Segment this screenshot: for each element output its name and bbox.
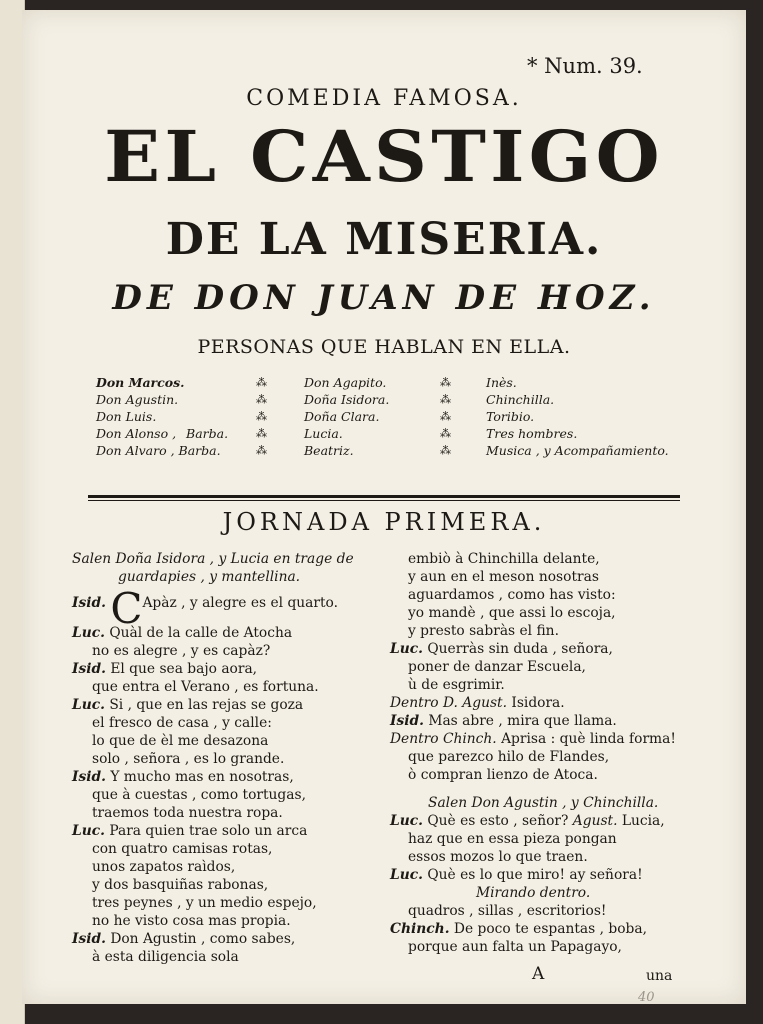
cast-entry: Don Alvaro , Barba. — [96, 443, 221, 458]
document-page — [22, 10, 746, 1004]
ornament-asterisms: ⁂ ⁂ ⁂ ⁂ ⁂ — [440, 376, 452, 457]
verse-line: Luc. Para quien trae solo un arca — [72, 823, 308, 839]
verse-line: quadros , sillas , escritorios! — [408, 903, 607, 919]
verse-line: ò compran lienzo de Atoca. — [408, 767, 598, 783]
verse-line: Luc. Què es esto , señor? Agust. Lucia, — [390, 813, 665, 829]
stage-direction: Salen Doña Isidora , y Lucia en trage de — [72, 551, 354, 567]
stage-direction: guardapies , y mantellina. — [118, 569, 301, 585]
verse-line: Isid. Y mucho mas en nosotras, — [72, 769, 294, 785]
cast-entry: Tres hombres. — [486, 426, 578, 441]
verse-line: Chinch. De poco te espantas , boba, — [390, 921, 647, 937]
verse-line: Luc. Querràs sin duda , señora, — [390, 641, 613, 657]
cast-entry: Don Luis. — [96, 409, 157, 424]
verse-line: Dentro D. Agust. Isidora. — [390, 695, 565, 711]
verse-line: unos zapatos raìdos, — [92, 859, 236, 875]
verse-line: embiò à Chinchilla delante, — [408, 551, 600, 567]
personas-heading: PERSONAS QUE HABLAN EN ELLA. — [197, 336, 571, 358]
cast-entry: Don Agapito. — [304, 375, 387, 390]
cast-entry: Lucia. — [304, 426, 343, 441]
title-line-1: EL CASTIGO — [104, 115, 664, 198]
cast-entry: Doña Isidora. — [304, 392, 390, 407]
verse-line: Luc. Si , que en las rejas se goza — [72, 697, 304, 713]
verse-line: Isid. Mas abre , mira que llama. — [390, 713, 617, 729]
verse-line: que parezco hilo de Flandes, — [408, 749, 610, 765]
divider-rule — [88, 495, 680, 498]
comedy-kind: COMEDIA FAMOSA. — [246, 86, 522, 111]
verse-line: con quatro camisas rotas, — [92, 841, 273, 857]
text-column-left — [72, 550, 372, 966]
pencil-annotation: 40 — [638, 990, 655, 1004]
verse-line: Luc. Què es lo que miro! ay señora! — [390, 867, 643, 883]
divider-rule-thin — [88, 500, 680, 501]
cast-entry: Doña Clara. — [304, 409, 380, 424]
verse-line: y aun en el meson nosotras — [408, 569, 599, 585]
author-line: DE DON JUAN DE HOZ. — [112, 278, 656, 318]
cast-entry: Don Agustin. — [96, 392, 179, 407]
cast-entry: Musica , y Acompañamiento. — [486, 443, 669, 458]
comedy-number: * Num. 39. — [527, 54, 643, 78]
ornament-asterisms: ⁂ ⁂ ⁂ ⁂ ⁂ — [256, 376, 268, 457]
verse-line: Isid. El que sea bajo aora, — [72, 661, 258, 677]
cast-entry: Beatriz. — [304, 443, 354, 458]
verse-line: Isid. Don Agustin , como sabes, — [72, 931, 296, 947]
verse-line: essos mozos lo que traen. — [408, 849, 588, 865]
verse-line: haz que en essa pieza pongan — [408, 831, 617, 847]
verse-line: Luc. Quàl de la calle de Atocha — [72, 625, 293, 641]
verse-line: y dos basquiñas rabonas, — [92, 877, 269, 893]
verse-line: Dentro Chinch. Aprisa : què linda forma! — [390, 731, 676, 747]
cast-entry: Chinchilla. — [486, 392, 555, 407]
verse-line: no es alegre , y es capàz? — [92, 643, 271, 659]
stage-direction: Salen Don Agustin , y Chinchilla. — [428, 795, 659, 811]
verse-line: ù de esgrimir. — [408, 677, 505, 693]
verse-line: no he visto cosa mas propia. — [92, 913, 291, 929]
cast-entry: Inès. — [486, 375, 517, 390]
verse-line: y presto sabràs el fin. — [408, 623, 559, 639]
verse-line: que à cuestas , como tortugas, — [92, 787, 306, 803]
act-heading: JORNADA PRIMERA. — [222, 508, 546, 536]
verse-line: porque aun falta un Papagayo, — [408, 939, 622, 955]
verse-line: lo que de èl me desazona — [92, 733, 269, 749]
cast-column-2 — [304, 374, 389, 459]
text-column-right — [390, 550, 690, 956]
signature-mark: A — [532, 964, 545, 984]
catchword: una — [646, 968, 673, 984]
cast-entry: Toribio. — [486, 409, 535, 424]
stage-direction: Mirando dentro. — [476, 885, 591, 901]
verse-line: poner de danzar Escuela, — [408, 659, 586, 675]
cast-entry: Don Alonso , Barba. — [96, 426, 229, 441]
verse-line: à esta diligencia sola — [92, 949, 239, 965]
verse-line: tres peynes , y un medio espejo, — [92, 895, 317, 911]
cast-column-1 — [96, 374, 228, 459]
verse-line: el fresco de casa , y calle: — [92, 715, 272, 731]
verse-line: Isid. CApàz , y alegre es el quarto. — [72, 584, 338, 633]
cast-column-3 — [486, 374, 669, 459]
verse-line: traemos toda nuestra ropa. — [92, 805, 283, 821]
cast-entry: Don Marcos. — [96, 375, 185, 390]
verse-line: solo , señora , es lo grande. — [92, 751, 285, 767]
verse-line: que entra el Verano , es fortuna. — [92, 679, 319, 695]
title-line-2: DE LA MISERIA. — [165, 214, 603, 265]
verse-line: aguardamos , como has visto: — [408, 587, 616, 603]
verse-line: yo mandè , que assi lo escoja, — [408, 605, 616, 621]
